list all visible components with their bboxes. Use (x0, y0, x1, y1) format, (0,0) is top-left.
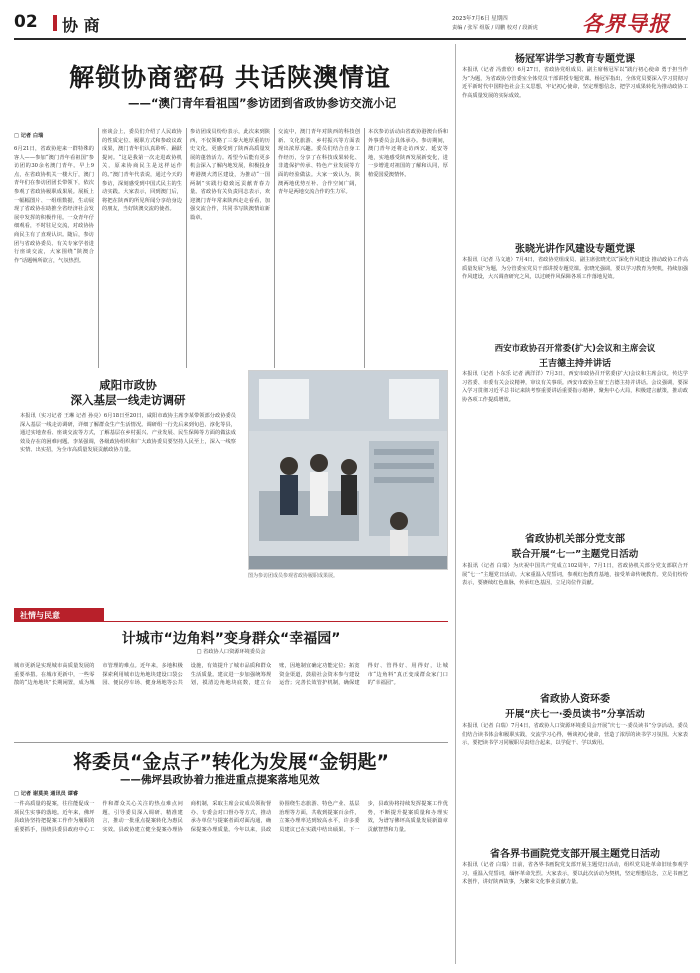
right-a3-body: 本报讯（记者 卜东乐 记者 满洋洋）7月3日，西安市政协召开常委(扩大)会议和主席会议，传达学习省委、市委有关会议精神，审议有关事项。西安市政协主席王吉德主持并讲话。会议强调，要深入学习贯彻习近平总书记来陕考察重要讲话重要指示精神，聚焦中心大局，积极建言献策，推动政协各项工作提质增效。 (462, 371, 688, 403)
right-a5-title-2: 开展“庆七一·委员读书”分享活动 (505, 709, 645, 720)
col-divider (274, 128, 275, 368)
foping-subhead: ——佛坪县政协着力推进重点提案落地见效 (120, 774, 320, 786)
brand-logo: 各界导报 (582, 11, 670, 36)
issue-info: 2023年7月6日 星期四 (452, 16, 508, 22)
right-a5-body: 本报讯（记者 白瑞）7月4日，省政协人口资源环境委员会开展“庆七一·委员读书”分享活动。委员们结合读书体会和履职实践，交流学习心得，畅谈初心使命，营造了浓厚的读书学习氛围。大家表示，要把读书学习同履职尽责结合起来，以学促干、学以致用。 (462, 723, 688, 747)
divider-rule (14, 742, 448, 743)
lead-col-4: 交流中，澳门青年对陕西的科技创新、文化旅游、乡村振兴等方面表现出浓厚兴趣。委员们结合自身工作经历，分享了在科技成果转化、非遗保护传承、特色产业发展等方面的经验做法。大家一致认为，陕澳两地优势互补、合作空间广阔，青年是两地交流合作的生力军。 (278, 129, 360, 196)
col-divider (98, 128, 99, 368)
right-a1-title: 杨冠军讲学习教育专题党课 (515, 54, 635, 65)
col-divider (186, 128, 187, 368)
lead-headline: 解锁协商密码 共话陕澳情谊 (69, 63, 391, 92)
xianyang-body: 本报讯（实习记者 王琳 记者 孙亮）6月18日至20日，咸阳市政协主席李某带领部分政协委员深入基层一线走访调研，详细了解群众生产生活情况。调研组一行先后来到旬邑、淳化等县，通过实地查看、座谈交流等方式，了解基层在乡村振兴、产业发展、民生保障等方面的做法成效及存在的困难问题。李某强调，各级政协组织和广大政协委员要坚持人民至上，深入一线察实情、出实招，为全市高质量发展贡献政协力量。 (20, 413, 236, 454)
right-a3-title: 西安市政协召开常委(扩大)会议和主席会议 (494, 344, 656, 354)
masthead-rule (14, 38, 686, 40)
xianyang-title-1: 咸阳市政协 (99, 378, 157, 392)
lead-col-2: 座谈会上，委员们介绍了人民政协的性质定位、履职方式和参政议政成果，澳门青年们认真聆听、踊跃提问。“这是我第一次走进政协机关，原来协商民主是这样运作的。”澳门青年代表说，通过今天的参访，深刻感受到中国式民主的生动实践。大家表示，回到澳门后，将把在陕西的所见所闻分享给身边的朋友，当好陕澳交流的使者。 (102, 129, 182, 213)
page-number-bar (53, 15, 57, 31)
right-a4-title: 省政协机关部分党支部 (525, 534, 625, 545)
community-body: 城市更新是实现城市高质量发展的重要举措。在城市更新中，一些零散的“边角地块”长期闲置，成为城市管理的难点。近年来，多地积极探索利用城市边角地块建设口袋公园、便民停车场、健身场地等公共设施，有效提升了城市品质和群众生活质量。建议进一步加强统筹规划，摸清边角地块底数，建立台账，因地制宜确定功能定位；拓宽资金渠道，鼓励社会资本参与建设运营；完善长效管护机制，确保建得好、管得好、用得好，让城市“边角料”真正变成群众家门口的“幸福园”。 (14, 663, 448, 687)
right-column-divider (455, 44, 456, 964)
right-a4-body: 本报讯（记者 白瑞）为庆祝中国共产党成立102周年，7月1日，省政协机关部分党支部联合开展“七一”主题党日活动。大家重温入党誓词，参观红色教育基地，接受革命传统教育。党员们纷纷表示，要赓续红色血脉，传承红色基因，立足岗位作贡献。 (462, 563, 688, 587)
foping-body: 一件高质量的提案，往往能促成一项民生实事的落地。近年来，佛坪县政协坚持把提案工作作为履职的重要抓手，围绕县委县政府中心工作和群众关心关注的热点难点问题，引导委员深入调研、精准建言，推动一批重点提案转化为惠民实效。县政协建立健全提案办理协商机制，采取主席会议成员领衔督办、专委会对口督办等方式，推动承办单位与提案者面对面沟通，确保提案办理质量。今年以来，县政协围绕生态旅游、特色产业、基层治理等方面，共收到提案百余件，立案办理率达到较高水平，许多委员建议已在实践中结出硕果。下一步，县政协将持续发挥提案工作优势，不断提升提案质量和办理实效，为谱写佛坪高质量发展新篇章贡献智慧和力量。 (14, 801, 448, 833)
lead-photo (248, 370, 448, 570)
section-label: 社情与民意 (20, 611, 60, 620)
right-a4-title-2: 联合开展“七一”主题党日活动 (511, 549, 639, 560)
foping-byline: □ 记者 谢莫美 通讯员 谭睿 (14, 791, 79, 797)
right-a2-body: 本报讯（记者 马文迪）7月4日，省政协党组成员、副主席张晓光以“深化作风建设 推动政协工作高质量发展”为题，为分管委室党员干部讲授专题党课。张晓光强调，要以学习教育为契机，持续加强作风建设，大兴调查研究之风，以过硬作风保障各项工作落地见效。 (462, 257, 688, 281)
foping-headline: 将委员“金点子”转化为发展“金钥匙” (73, 751, 389, 773)
col-divider (364, 128, 365, 368)
section-rule (104, 621, 448, 622)
right-a1-body: 本报讯（记者 冯蕾欣）6月27日，省政协党组成员、副主席杨冠军以“践行初心使命 勇于担当作为”为题，为省政协分管委室全体党员干部讲授专题党课。杨冠军指出，全体党员要深入学习贯彻习近平新时代中国特色社会主义思想，牢记初心使命，坚定理想信念，把学习成果转化为推动政协工作高质量发展的实际成效。 (462, 67, 688, 99)
right-a3-subtitle: 王吉德主持并讲话 (538, 359, 611, 369)
section-name: 协 商 (62, 16, 100, 35)
factory-visit-illustration (249, 371, 448, 570)
right-a2-title: 张晓光讲作风建设专题党课 (515, 244, 635, 255)
community-byline: □ 省政协人口资源环境委员会 (196, 649, 266, 655)
xianyang-title-2: 深入基层一线走访调研 (70, 393, 186, 407)
community-headline: 计城市“边角料”变身群众“幸福园” (121, 631, 341, 647)
lead-col-3: 参访团成员纷纷表示，此次来到陕西，不仅领略了三秦大地厚重的历史文化，更感受到了陕西高质量发展的蓬勃活力。希望今后能有更多机会深入了解内地发展，积极投身粤港澳大湾区建设，为推动“一国两制”实践行稳致远贡献青春力量。省政协有关负责同志表示，欢迎澳门青年常来陕西走走看看，加强交流合作，共同书写陕澳情谊新篇章。 (190, 129, 270, 221)
right-a6-body: 本报讯（记者 白瑞）日前，省各界书画院党支部开展主题党日活动，组织党员赴革命旧址参观学习，重温入党誓词，缅怀革命先烈。大家表示，要以此次活动为契机，坚定理想信念，立足书画艺术创作，讲好陕西故事，为繁荣文化事业贡献力量。 (462, 862, 688, 886)
right-a6-title: 省各界书画院党支部开展主题党日活动 (490, 849, 660, 860)
lead-subhead: ——“澳门青年看祖国”参访团到省政协参访交流小记 (128, 96, 397, 110)
lead-byline: □ 记者 白瑞 (14, 133, 44, 139)
right-a5-title: 省政协人资环委 (540, 694, 610, 705)
editor-info: 责编 / 张军 组版 / 周鹏 校对 / 段新虎 (452, 25, 538, 31)
lead-col-5: 本次参访活动由省政协港澳台侨和外事委员会具体承办。参访期间，澳门青年还将走访西安、延安等地，实地感受陕西发展新变化，进一步增进对祖国的了解和认同，厚植爱国爱澳情怀。 (368, 129, 448, 178)
lead-col-1: 6月21日，省政协迎来一群特殊的客人——参加“澳门青年看祖国”参访团的30余名澳门青年。早上9点，在省政协机关一楼大厅，澳门青年们在参访团团长带领下，依次参观了省政协履职成果展。展板上一幅幅图片、一组组数据，生动展现了省政协在助推全省经济社会发展中发挥的积极作用。一众青年仔细观看，不时驻足交流，对政协协商民主有了直观认识。随后，参访团与省政协委员、有关专家学者进行座谈交流，大家围绕“陕澳合作”话题畅所欲言，气氛热烈。 (14, 146, 94, 264)
lead-photo-caption: 图为参访团成员参观省政协履职成果展。 (248, 573, 339, 579)
page-number: 02 (14, 12, 38, 32)
